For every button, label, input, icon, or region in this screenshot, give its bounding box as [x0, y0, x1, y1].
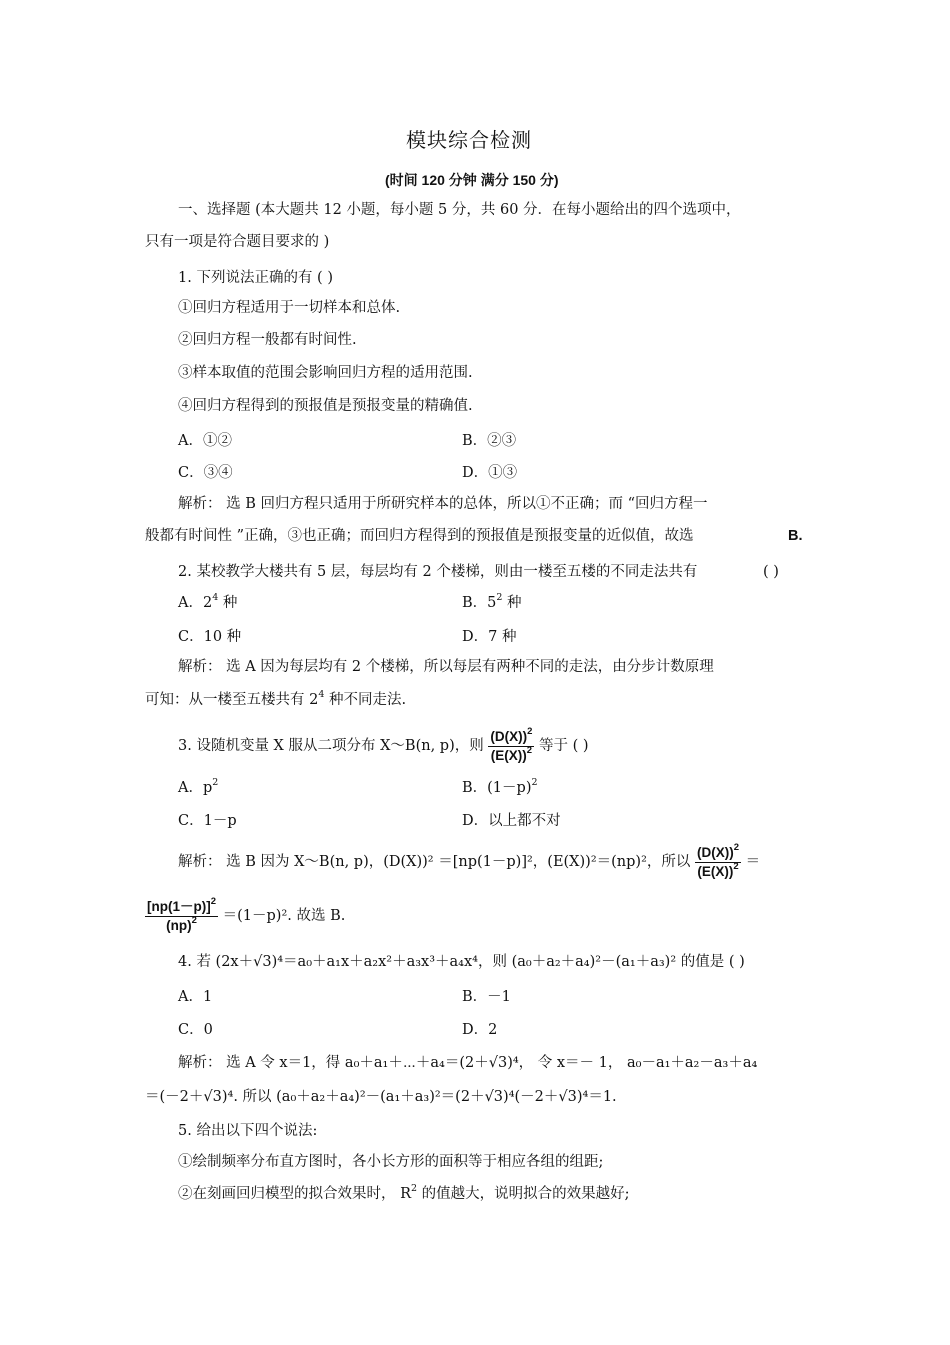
- q1-option-c: C．③④: [178, 465, 233, 481]
- q1-statement-3: ③样本取值的范围会影响回归方程的适用范围.: [178, 365, 473, 381]
- q3-explanation-line1: 解析： 选 B 因为 X～B(n, p)，(D(X))² ＝[np(1－p)]²，(E(X))²＝(np)²，所以 $\frac{(D(X))^2}{(E(X))^2}$ ＝: [178, 841, 761, 879]
- q1-statement-1: ①回归方程适用于一切样本和总体.: [178, 300, 401, 316]
- q4-explanation-line1: 解析： 选 A 令 x＝1，得 a₀＋a₁＋⋯＋a₄＝(2＋√3)⁴， 令 x＝－ 1， a₀－a₁＋a₂－a₃＋a₄: [178, 1055, 758, 1071]
- q3-option-d: D．以上都不对: [462, 813, 561, 829]
- q5-stem: 5. 给出以下四个说法:: [178, 1123, 318, 1139]
- q5-statement-2: ②在刻画回归模型的拟合效果时， $R^2$ 的值越大，说明拟合的效果越好;: [178, 1183, 630, 1202]
- q3-fraction: $\frac{(D(X))^2}{(E(X))^2}$: [490, 725, 533, 763]
- page-title: 模块综合检测: [406, 128, 532, 152]
- q1-explanation-line2: 般都有时间性 ”正确，③也正确；而回归方程得到的预报值是预报变量的近似值，故选: [145, 528, 694, 544]
- section-heading-line1: 一、选择题 (本大题共 12 小题，每小题 5 分，共 60 分．在每小题给出的四个选项中，: [178, 202, 741, 218]
- q3-option-a: A．$p^2$: [178, 777, 219, 796]
- q4-option-c: C．0: [178, 1022, 213, 1038]
- q2-stem-paren: ( ): [763, 564, 779, 580]
- q4-explanation-line2: ＝(－2＋√3)⁴. 所以 (a₀＋a₂＋a₄)²－(a₁＋a₃)²＝(2＋√3)⁴(－2＋√3)⁴＝1.: [145, 1089, 617, 1105]
- q1-option-a: A．①②: [178, 433, 232, 449]
- q1-statement-4: ④回归方程得到的预报值是预报变量的精确值.: [178, 398, 473, 414]
- q3-explanation-fraction-2: $\frac{[np(1-p)]^2}{(np)^2}$: [147, 895, 217, 933]
- q2-explanation-line1: 解析： 选 A 因为每层均有 2 个楼梯，所以每层有两种不同的走法，由分步计数原理: [178, 659, 714, 675]
- q1-explanation-answer: B.: [788, 528, 803, 544]
- q3-explanation-line2: $\frac{[np(1-p)]^2}{(np)^2}$ ＝(1－p)². 故选 B.: [147, 895, 346, 933]
- page-subtitle: (时间 120 分钟 满分 150 分): [385, 172, 559, 188]
- q4-option-b: B．－1: [462, 989, 511, 1005]
- section-heading-line2: 只有一项是符合题目要求的 ): [145, 234, 330, 250]
- q3-stem: 3. 设随机变量 X 服从二项分布 X～B(n, p)，则 $\frac{(D(X))^2}{(E(X))^2}$ 等于 ( ): [178, 725, 589, 763]
- q1-option-d: D．①③: [462, 465, 518, 481]
- q3-option-c: C．1－p: [178, 813, 237, 829]
- q2-explanation-line2: 可知：从一楼至五楼共有 $2^4$ 种不同走法.: [145, 689, 407, 708]
- q4-option-d: D．2: [462, 1022, 498, 1038]
- q3-option-b: B．$(1-p)^2$: [462, 777, 538, 796]
- q4-option-a: A．1: [178, 989, 213, 1005]
- q1-stem: 1. 下列说法正确的有 ( ): [178, 270, 333, 286]
- q3-explanation-fraction: $\frac{(D(X))^2}{(E(X))^2}$: [697, 841, 740, 879]
- q2-stem: 2. 某校教学大楼共有 5 层，每层均有 2 个楼梯，则由一楼至五楼的不同走法共有: [178, 564, 698, 580]
- q2-option-a: A．$2^4$ 种: [178, 592, 238, 611]
- q5-statement-1: ①绘制频率分布直方图时，各小长方形的面积等于相应各组的组距;: [178, 1154, 604, 1170]
- q2-option-c: C．10 种: [178, 629, 242, 645]
- q1-explanation-line1: 解析： 选 B 回归方程只适用于所研究样本的总体，所以①不正确；而 “回归方程一: [178, 496, 708, 512]
- q4-stem: 4. 若 (2x＋√3)⁴＝a₀＋a₁x＋a₂x²＋a₃x³＋a₄x⁴，则 (a₀＋a₂＋a₄)²－(a₁＋a₃)² 的值是 ( ): [178, 954, 745, 970]
- q2-option-b: B．$5^2$ 种: [462, 592, 522, 611]
- q2-option-d: D．7 种: [462, 629, 517, 645]
- q1-option-b: B．②③: [462, 433, 517, 449]
- q1-statement-2: ②回归方程一般都有时间性.: [178, 332, 357, 348]
